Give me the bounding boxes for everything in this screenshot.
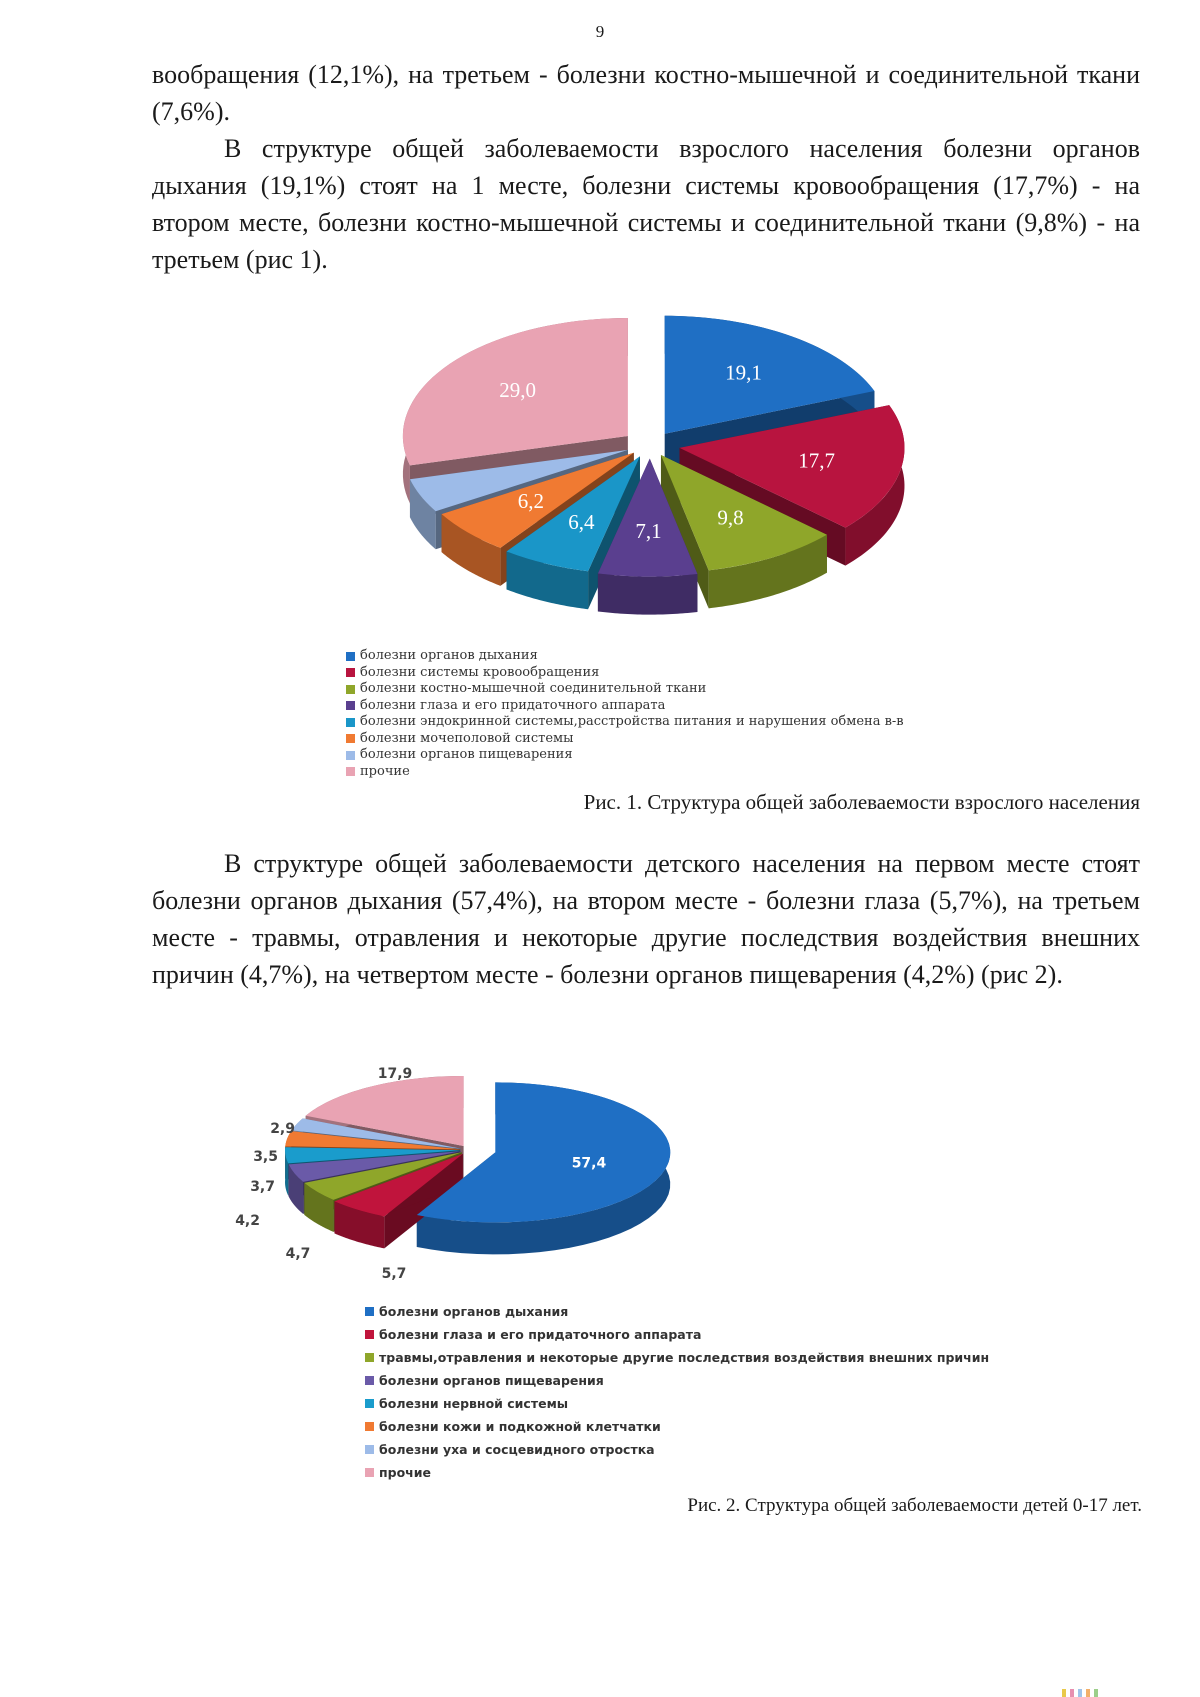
legend-swatch [365, 1422, 374, 1431]
legend-label: болезни органов пищеварения [360, 747, 573, 762]
legend-swatch [346, 685, 355, 694]
data-label: 9,8 [717, 505, 744, 530]
legend-swatch [346, 718, 355, 727]
data-label: 4,7 [285, 1246, 311, 1262]
chart1-legend [346, 648, 904, 780]
legend-swatch [365, 1445, 374, 1454]
scan-artifact [1086, 1689, 1090, 1697]
paragraph-3: В структуре общей заболеваемости детского населения на первом месте стоят болезни органов дыхания (57,4%), на втором месте - болезни глаза (5,7%), на третьем месте - травмы, отравления и некоторые другие последствия воздействия внешних причин (4,7%), на четвертом месте - болезни органов пищеварения (4,2%) (рис 2). [152, 849, 1140, 989]
legend-swatch [365, 1399, 374, 1408]
data-label: 3,5 [253, 1149, 278, 1165]
page-number: 9 [595, 22, 605, 41]
legend-item [365, 1300, 989, 1323]
legend-label: болезни кожи и подкожной клетчатки [379, 1419, 661, 1434]
data-label: 17,7 [798, 448, 835, 473]
text-block-bottom [152, 845, 1140, 993]
legend-swatch [346, 652, 355, 661]
legend-label: болезни нервной системы [379, 1396, 569, 1411]
legend-label: болезни уха и сосцевидного отростка [379, 1442, 655, 1457]
legend-item [346, 698, 904, 715]
data-label: 3,7 [250, 1179, 275, 1195]
scan-artifact [1078, 1689, 1082, 1697]
data-label: 6,2 [517, 489, 545, 514]
legend-label: болезни органов пищеварения [379, 1373, 604, 1388]
scan-artifact [1094, 1689, 1098, 1697]
legend-label: болезни эндокринной системы,расстройства питания и нарушения обмена в-в [360, 714, 904, 729]
data-label: 5,7 [381, 1266, 407, 1282]
legend-item [365, 1323, 989, 1346]
legend-label: болезни глаза и его придаточного аппарата [360, 697, 666, 713]
legend-label: болезни органов дыхания [360, 648, 538, 663]
scan-artifact [1070, 1689, 1074, 1697]
legend-swatch [346, 701, 355, 710]
legend-label: болезни глаза и его придаточного аппарата [379, 1327, 702, 1342]
data-label: 2,9 [270, 1121, 295, 1137]
legend-swatch [346, 767, 355, 776]
pie-chart-adult [370, 305, 930, 635]
legend-item [346, 681, 904, 698]
legend-swatch [346, 668, 355, 677]
figure-1-caption: Рис. 1. Структура общей заболеваемости взрослого населения [583, 790, 1140, 814]
paragraph-2: В структуре общей заболеваемости взрослого населения болезни органов дыхания (19,1%) стоят на 1 месте, болезни системы кровообращения (17,7%) - на втором месте, болезни костно-мышечной системы и соединительной ткани (9,8%) - на третьем (рис 1). [152, 134, 1140, 274]
legend-item [365, 1346, 989, 1369]
legend-swatch [365, 1330, 374, 1339]
legend-label: болезни органов дыхания [379, 1304, 569, 1319]
data-label: 6,4 [568, 509, 595, 534]
legend-item [346, 648, 904, 665]
legend-swatch [346, 734, 355, 743]
legend-swatch [365, 1353, 374, 1362]
scan-artifact [1062, 1689, 1066, 1697]
legend-label: болезни костно-мышечной соединительной ткани [360, 681, 707, 696]
legend-swatch [365, 1376, 374, 1385]
data-label: 57,4 [571, 1155, 607, 1172]
paragraph-1: вообращения (12,1%), на третьем - болезни костно-мышечной и соединительной ткани (7,6%). [152, 60, 1140, 126]
legend-swatch [346, 751, 355, 760]
legend-label: прочие [379, 1465, 431, 1480]
data-label: 19,1 [725, 360, 762, 385]
pie-slice-edge [598, 573, 698, 614]
legend-item [365, 1438, 989, 1461]
legend-swatch [365, 1307, 374, 1316]
figure-2-caption: Рис. 2. Структура общей заболеваемости детей 0-17 лет. [687, 1495, 1142, 1516]
legend-item [346, 747, 904, 764]
legend-item [346, 714, 904, 731]
data-label: 17,9 [377, 1066, 413, 1082]
legend-item [346, 665, 904, 682]
pie-chart-children [235, 1060, 680, 1300]
legend-label: болезни системы кровообращения [360, 664, 600, 680]
legend-item [365, 1392, 989, 1415]
legend-item [346, 731, 904, 748]
legend-item [365, 1461, 989, 1484]
legend-item [346, 764, 904, 781]
legend-label: травмы,отравления и некоторые другие последствия воздействия внешних причин [379, 1350, 990, 1365]
data-label: 4,2 [235, 1213, 260, 1229]
legend-swatch [365, 1468, 374, 1477]
legend-label: болезни мочеполовой системы [360, 730, 574, 746]
chart2-legend [365, 1300, 989, 1484]
text-block-top [152, 56, 1140, 278]
data-label: 7,1 [635, 518, 662, 543]
legend-item [365, 1369, 989, 1392]
data-label: 29,0 [499, 378, 537, 403]
legend-label: прочие [360, 763, 410, 779]
legend-item [365, 1415, 989, 1438]
